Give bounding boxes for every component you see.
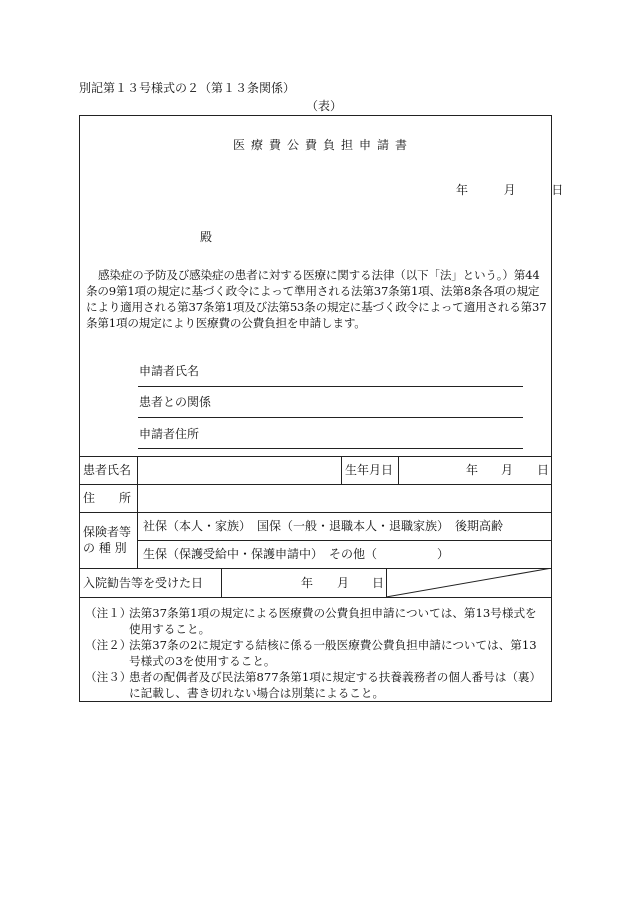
note-1-text: 法第37条第1項の規定による医療費の公費負担申請については、第13号様式を使用すること。 [129, 606, 537, 636]
note-3 [85, 669, 547, 701]
hospital-year: 年 [301, 576, 314, 590]
address-label: 住 所 [83, 491, 132, 505]
hospitalization-recommendation-label: 入院勧告等を受けた日 [83, 576, 204, 590]
patient-relation-label: 患者との関係 [139, 395, 212, 409]
insurance-type-label-2: の 種 別 [83, 541, 127, 555]
date-line [456, 182, 563, 198]
applicant-name-label: 申請者氏名 [139, 364, 200, 378]
note-1 [85, 605, 547, 637]
patient-name-label: 患者氏名 [83, 463, 132, 477]
birth-month: 月 [501, 463, 514, 477]
birth-day: 日 [537, 463, 550, 477]
birth-date-label: 生年月日 [345, 463, 394, 477]
diagonal-strike [386, 568, 552, 597]
notes-section [85, 605, 547, 701]
insurance-options-row-2[interactable]: 生保（保護受給中・保護申請中） その他（ ） [143, 547, 450, 561]
hospital-day: 日 [372, 576, 385, 590]
note-3-label: （注３） [85, 670, 132, 684]
table-birth-divider-left [341, 456, 342, 484]
note-3-text: 患者の配偶者及び民法第877条第1項に規定する扶養義務者の個人番号は（裏）に記載し、書き切れない場合は別葉によること。 [129, 670, 542, 700]
note-2-label: （注２） [85, 638, 132, 652]
insurance-options-row-1[interactable]: 社保（本人・家族） 国保（一般・退職本人・退職家族） 後期高齢 [143, 519, 504, 533]
note-2 [85, 637, 547, 669]
insurance-type-label-1: 保険者等 [83, 525, 132, 539]
birth-year: 年 [466, 463, 479, 477]
date-month: 月 [503, 183, 516, 197]
note-1-label: （注１） [85, 606, 132, 620]
patient-relation-line[interactable] [138, 417, 523, 418]
table-birth-divider-right [398, 456, 399, 484]
applicant-address-line[interactable] [138, 448, 523, 449]
address-field[interactable] [138, 485, 551, 511]
table-hospital-divider-left [221, 568, 222, 597]
note-2-text: 法第37条の2に規定する結核に係る一般医療費公費負担申請については、第13号様式の3を使用すること。 [129, 638, 537, 668]
applicant-address-label: 申請者住所 [139, 427, 200, 441]
patient-name-field[interactable] [138, 457, 340, 483]
form-number-label: 別記第１３号様式の２（第１３条関係） [79, 81, 296, 95]
table-bottom-line [79, 597, 552, 598]
form-title: 医療費公費負担申請書 [233, 138, 414, 152]
date-year: 年 [456, 183, 469, 197]
hospital-month: 月 [337, 576, 350, 590]
side-label: （表） [306, 99, 343, 113]
application-body-text: 感染症の予防及び感染症の患者に対する医療に関する法律（以下「法」という。）第44条の9第1項の規定に基づく政令によって準用される法第37条第1項、法第8条各項の規定により適用される第37条第1項及び法第53条の規定に基づく政令によって適用される第37条第1項の規定により医療費の公費負担を申請します。 [86, 268, 547, 330]
table-line-insurance-mid [137, 540, 552, 541]
applicant-name-line[interactable] [138, 386, 523, 387]
table-line-2 [79, 512, 552, 513]
date-day: 日 [551, 183, 564, 197]
addressee: 殿 [200, 230, 213, 244]
